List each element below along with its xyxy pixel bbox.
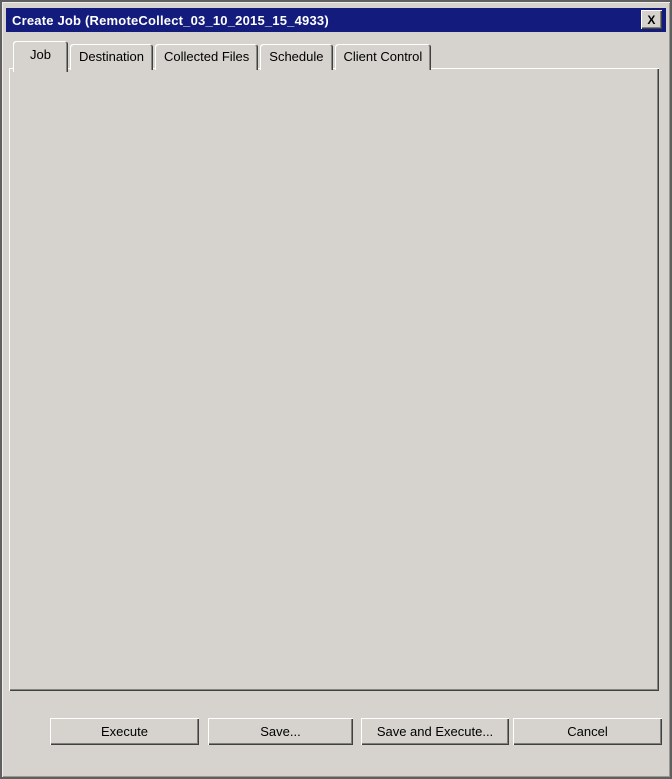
tab-job[interactable]: Job	[13, 41, 68, 72]
cancel-button[interactable]: Cancel	[513, 718, 662, 745]
close-icon: X	[647, 12, 656, 27]
tab-destination[interactable]: Destination	[70, 44, 153, 70]
save-and-execute-button[interactable]: Save and Execute...	[361, 718, 509, 745]
tab-schedule[interactable]: Schedule	[260, 44, 332, 70]
execute-button[interactable]: Execute	[50, 718, 199, 745]
save-button[interactable]: Save...	[208, 718, 353, 745]
close-button[interactable]	[641, 10, 662, 29]
tab-panel-job	[9, 68, 659, 691]
window-title: Create Job (RemoteCollect_03_10_2015_15_4933)	[12, 12, 329, 28]
tab-bar	[13, 39, 433, 70]
titlebar	[6, 8, 666, 32]
tab-client-control[interactable]: Client Control	[335, 44, 432, 70]
tab-collected-files[interactable]: Collected Files	[155, 44, 258, 70]
